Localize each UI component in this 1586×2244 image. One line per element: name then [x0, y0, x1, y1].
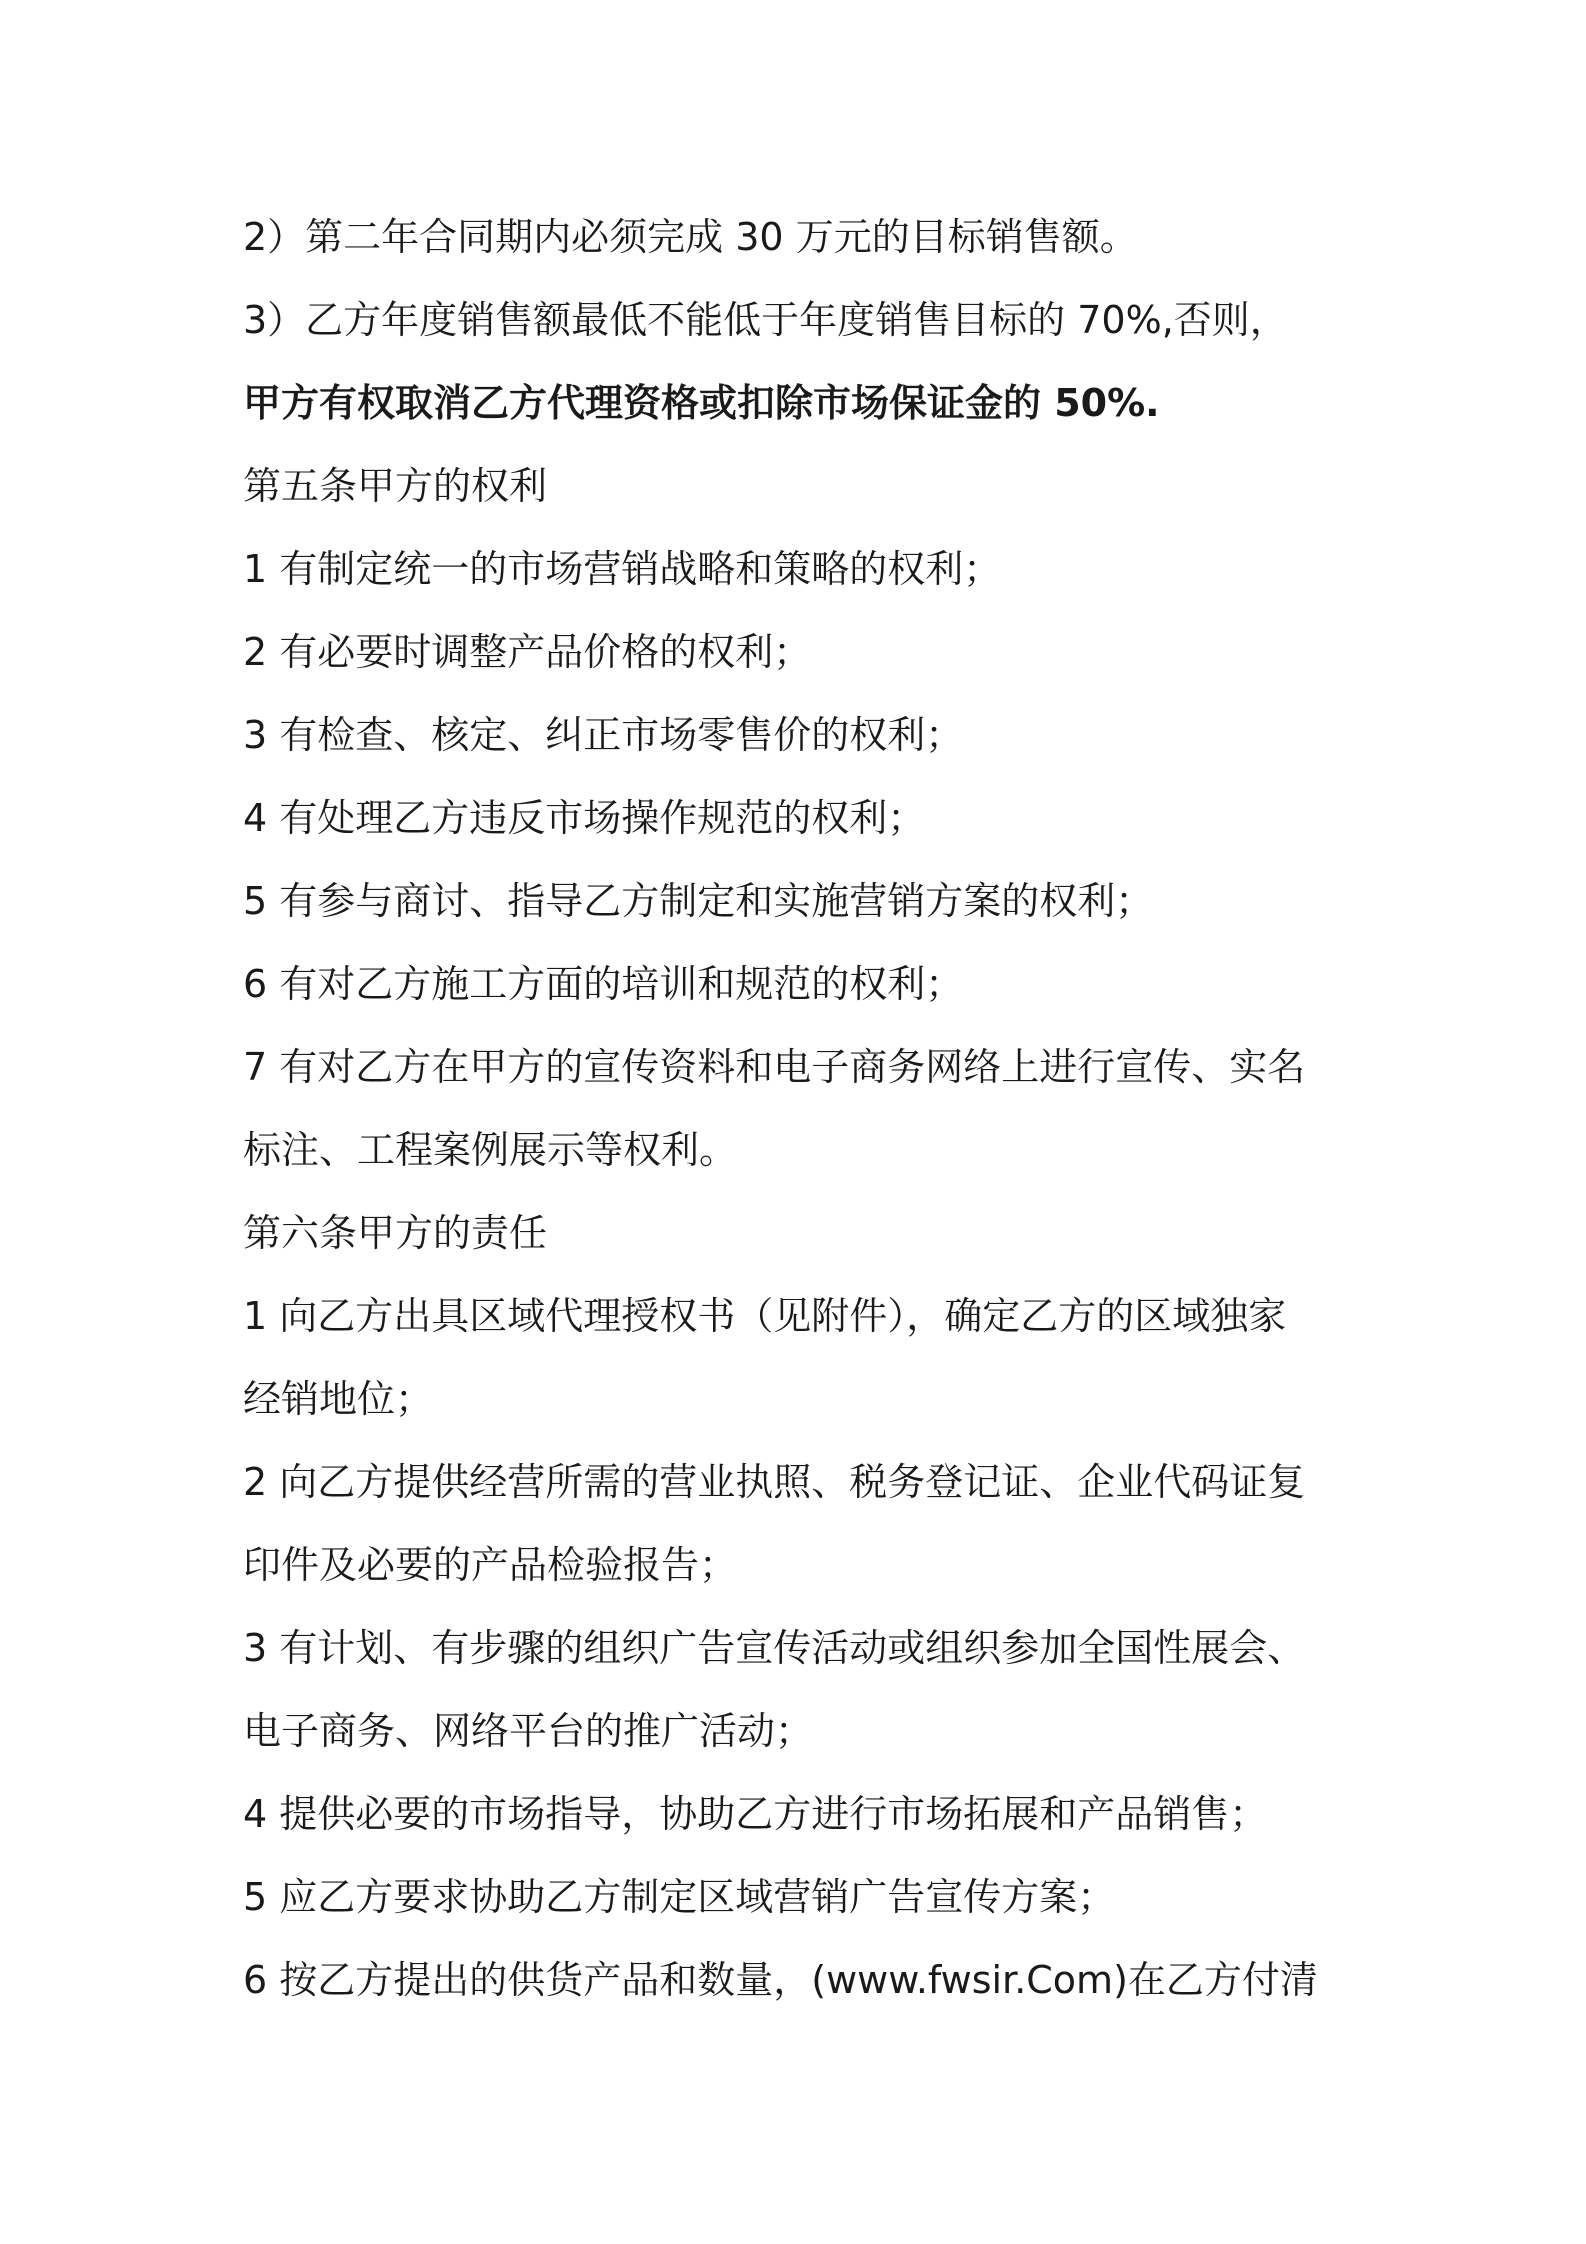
article-6-heading: 第六条甲方的责任	[243, 1211, 548, 1255]
party-a-duty-2-cont: 印件及必要的产品检验报告；	[243, 1543, 738, 1587]
party-a-right-1: 1 有制定统一的市场营销战略和策略的权利；	[243, 547, 1002, 591]
party-a-right-3: 3 有检查、核定、纠正市场零售价的权利；	[243, 713, 964, 757]
party-a-right-4: 4 有处理乙方违反市场操作规范的权利；	[243, 796, 926, 840]
party-a-duty-3-cont: 电子商务、网络平台的推广活动；	[243, 1709, 814, 1753]
article-5-heading: 第五条甲方的权利	[243, 464, 548, 508]
party-a-duty-6: 6 按乙方提出的供货产品和数量，(www.fwsir.Com)在乙方付清	[243, 1958, 1318, 2002]
party-a-right-6: 6 有对乙方施工方面的培训和规范的权利；	[243, 962, 964, 1006]
party-a-duty-5: 5 应乙方要求协助乙方制定区域营销广告宣传方案；	[243, 1875, 1116, 1919]
min-sales-line-cont: 甲方有权取消乙方代理资格或扣除市场保证金的 50%.	[243, 381, 1160, 425]
party-a-duty-2: 2 向乙方提供经营所需的营业执照、税务登记证、企业代码证复	[243, 1460, 1306, 1504]
party-a-duty-1-cont: 经销地位；	[243, 1377, 434, 1421]
party-a-right-5: 5 有参与商讨、指导乙方制定和实施营销方案的权利；	[243, 879, 1154, 923]
sales-target-year2-line: 2）第二年合同期内必须完成 30 万元的目标销售额。	[243, 215, 1138, 259]
min-sales-line: 3）乙方年度销售额最低不能低于年度销售目标的 70%,否则，	[243, 298, 1288, 342]
party-a-right-7: 7 有对乙方在甲方的宣传资料和电子商务网络上进行宣传、实名	[243, 1045, 1306, 1089]
party-a-duty-3: 3 有计划、有步骤的组织广告宣传活动或组织参加全国性展会、	[243, 1626, 1306, 1670]
document-body	[243, 196, 1363, 2022]
party-a-duty-1: 1 向乙方出具区域代理授权书（见附件），确定乙方的区域独家	[243, 1294, 1287, 1338]
party-a-duty-4: 4 提供必要的市场指导，协助乙方进行市场拓展和产品销售；	[243, 1792, 1268, 1836]
party-a-right-2: 2 有必要时调整产品价格的权利；	[243, 630, 812, 674]
party-a-right-7-cont: 标注、工程案例展示等权利。	[243, 1128, 738, 1172]
